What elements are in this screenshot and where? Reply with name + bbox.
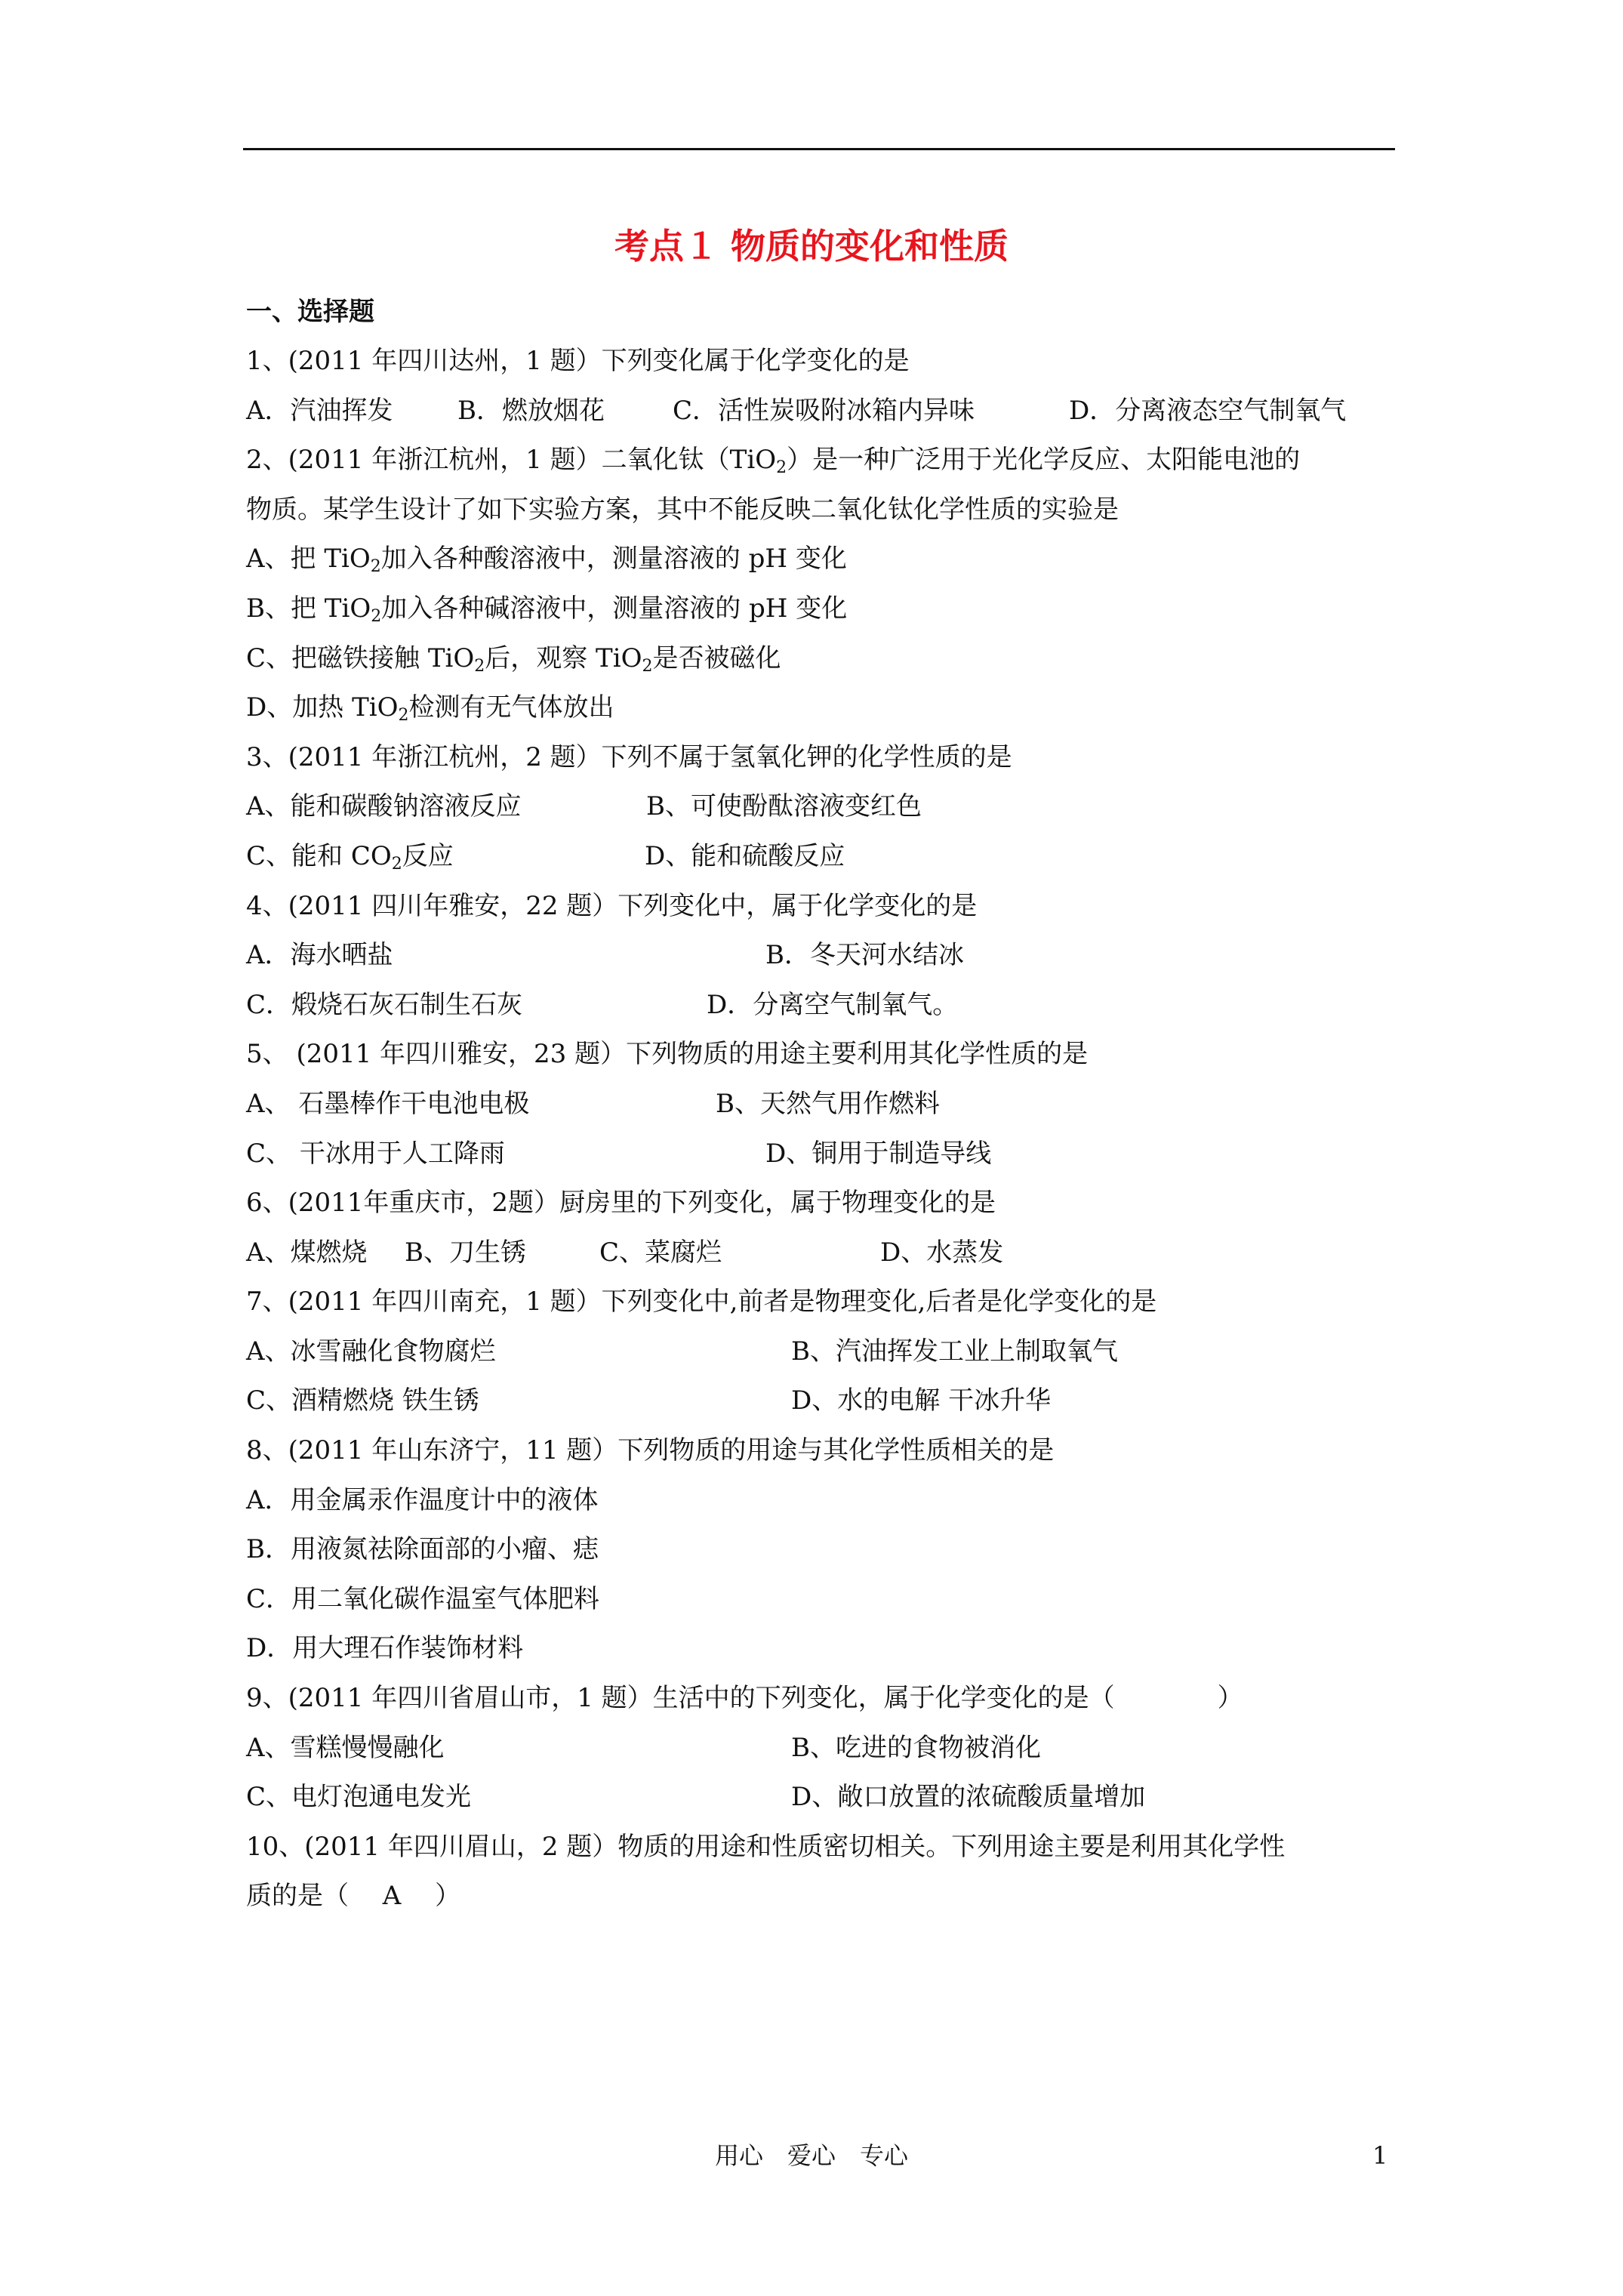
q7-option-b: B、汽油挥发工业上制取氧气 (791, 1336, 1118, 1367)
q3-option-c: C、能和 $CO_2$反应 (246, 840, 454, 874)
q9-option-b: B、吃进的食物被消化 (791, 1732, 1041, 1763)
header-rule (243, 148, 1395, 150)
q2-stem-line2: 物质。某学生设计了如下实验方案，其中不能反映二氧化钛化学性质的实验是 (246, 494, 1119, 525)
q1-stem: 1、(2011 年四川达州，1 题）下列变化属于化学变化的是 (246, 346, 910, 376)
q8-option-a: A．用金属汞作温度计中的液体 (246, 1484, 599, 1515)
q5-option-b: B、天然气用作燃料 (716, 1088, 940, 1119)
footer-motto: 用心 爱心 专心 (714, 2141, 908, 2170)
q2-option-c: C、把磁铁接触 TiO$_2$后，观察 TiO$_2$是否被磁化 (246, 643, 781, 676)
section-heading: 一、选择题 (246, 297, 374, 327)
q10-stem-line1: 10、(2011 年四川眉山，2 题）物质的用途和性质密切相关。下列用途主要是利用其化学性 (246, 1831, 1286, 1862)
q3-option-d: D、能和硫酸反应 (645, 840, 845, 871)
q6-option-b: B、刀生锈 (405, 1237, 526, 1268)
q7-options-row2 (246, 1376, 1409, 1426)
q3-options-row2 (246, 832, 1409, 882)
q6-stem: 6、(2011年重庆市，2题）厨房里的下列变化，属于物理变化的是 (246, 1188, 996, 1219)
page-number: 1 (1372, 2141, 1388, 2170)
q8-option-b: B．用液氮祛除面部的小瘤、痣 (246, 1534, 599, 1565)
q6-option-c: C、菜腐烂 (599, 1237, 722, 1268)
q3-option-a: A、能和碳酸钠溶液反应 (246, 791, 522, 822)
q6-option-a: A、煤燃烧 (246, 1237, 368, 1268)
q2-option-b: B、把 TiO$_2$加入各种碱溶液中，测量溶液的 pH 变化 (246, 593, 848, 626)
q8-option-d: D．用大理石作装饰材料 (246, 1633, 524, 1664)
document-body (246, 287, 1409, 1922)
q10-stem-line2: 质的是（ A ） (246, 1881, 461, 1912)
q7-options-row1 (246, 1327, 1409, 1377)
q1-options (246, 387, 1409, 436)
q4-options-row1 (246, 931, 1409, 981)
q5-options-row2 (246, 1130, 1409, 1179)
q7-stem: 7、(2011 年四川南充，1 题）下列变化中,前者是物理变化,后者是化学变化的是 (246, 1287, 1157, 1318)
q7-option-d: D、水的电解 干冰升华 (791, 1385, 1052, 1416)
q4-options-row2 (246, 981, 1409, 1031)
q5-option-c: C、 干冰用于人工降雨 (246, 1138, 505, 1169)
q9-option-d: D、敞口放置的浓硫酸质量增加 (791, 1782, 1146, 1813)
q9-option-a: A、雪糕慢慢融化 (246, 1732, 445, 1763)
q8-stem: 8、(2011 年山东济宁，11 题）下列物质的用途与其化学性质相关的是 (246, 1435, 1055, 1466)
q3-stem: 3、(2011 年浙江杭州，2 题）下列不属于氢氧化钾的化学性质的是 (246, 741, 1012, 772)
q5-option-a: A、 石墨棒作干电池电极 (246, 1088, 530, 1119)
q2-stem-line1: 2、(2011 年浙江杭州，1 题）二氧化钛（TiO$_2$）是一种广泛用于光化学反应、太阳能电池的 (246, 445, 1301, 478)
q3-options-row1 (246, 782, 1409, 832)
q7-option-a: A、冰雪融化食物腐烂 (246, 1336, 496, 1367)
q9-options-row2 (246, 1773, 1409, 1823)
q5-stem: 5、 (2011 年四川雅安，23 题）下列物质的用途主要利用其化学性质的是 (246, 1039, 1089, 1070)
q4-option-b: B．冬天河水结冰 (765, 940, 964, 971)
q1-option-c: C．活性炭吸附冰箱内异味 (673, 395, 975, 426)
q4-option-a: A．海水晒盐 (246, 940, 393, 971)
q7-option-c: C、酒精燃烧 铁生锈 (246, 1385, 479, 1416)
q9-stem: 9、(2011 年四川省眉山市，1 题）生活中的下列变化，属于化学变化的是（ ） (246, 1683, 1243, 1714)
q1-option-b: B．燃放烟花 (457, 395, 605, 426)
page-footer (0, 2137, 1623, 2174)
q1-option-d: D．分离液态空气制氧气 (1069, 395, 1347, 426)
q3-option-b: B、可使酚酞溶液变红色 (646, 791, 922, 822)
q2-option-a: A、把 TiO$_2$加入各种酸溶液中，测量溶液的 pH 变化 (246, 544, 847, 577)
q9-option-c: C、电灯泡通电发光 (246, 1782, 472, 1813)
q1-option-a: A．汽油挥发 (246, 395, 393, 426)
q5-options-row1 (246, 1080, 1409, 1130)
q2-option-d: D、加热 TiO$_2$检测有无气体放出 (246, 692, 614, 726)
q4-stem: 4、(2011 四川年雅安，22 题）下列变化中，属于化学变化的是 (246, 890, 978, 921)
q6-option-d: D、水蒸发 (880, 1237, 1004, 1268)
q8-option-c: C．用二氧化碳作温室气体肥料 (246, 1583, 600, 1614)
q4-option-c: C．煅烧石灰石制生石灰 (246, 989, 523, 1020)
q4-option-d: D．分离空气制氧气。 (707, 989, 959, 1020)
q9-options-row1 (246, 1724, 1409, 1774)
page-title: 考点１ 物质的变化和性质 (614, 226, 1009, 267)
q6-options (246, 1228, 1409, 1278)
q5-option-d: D、铜用于制造导线 (765, 1138, 992, 1169)
